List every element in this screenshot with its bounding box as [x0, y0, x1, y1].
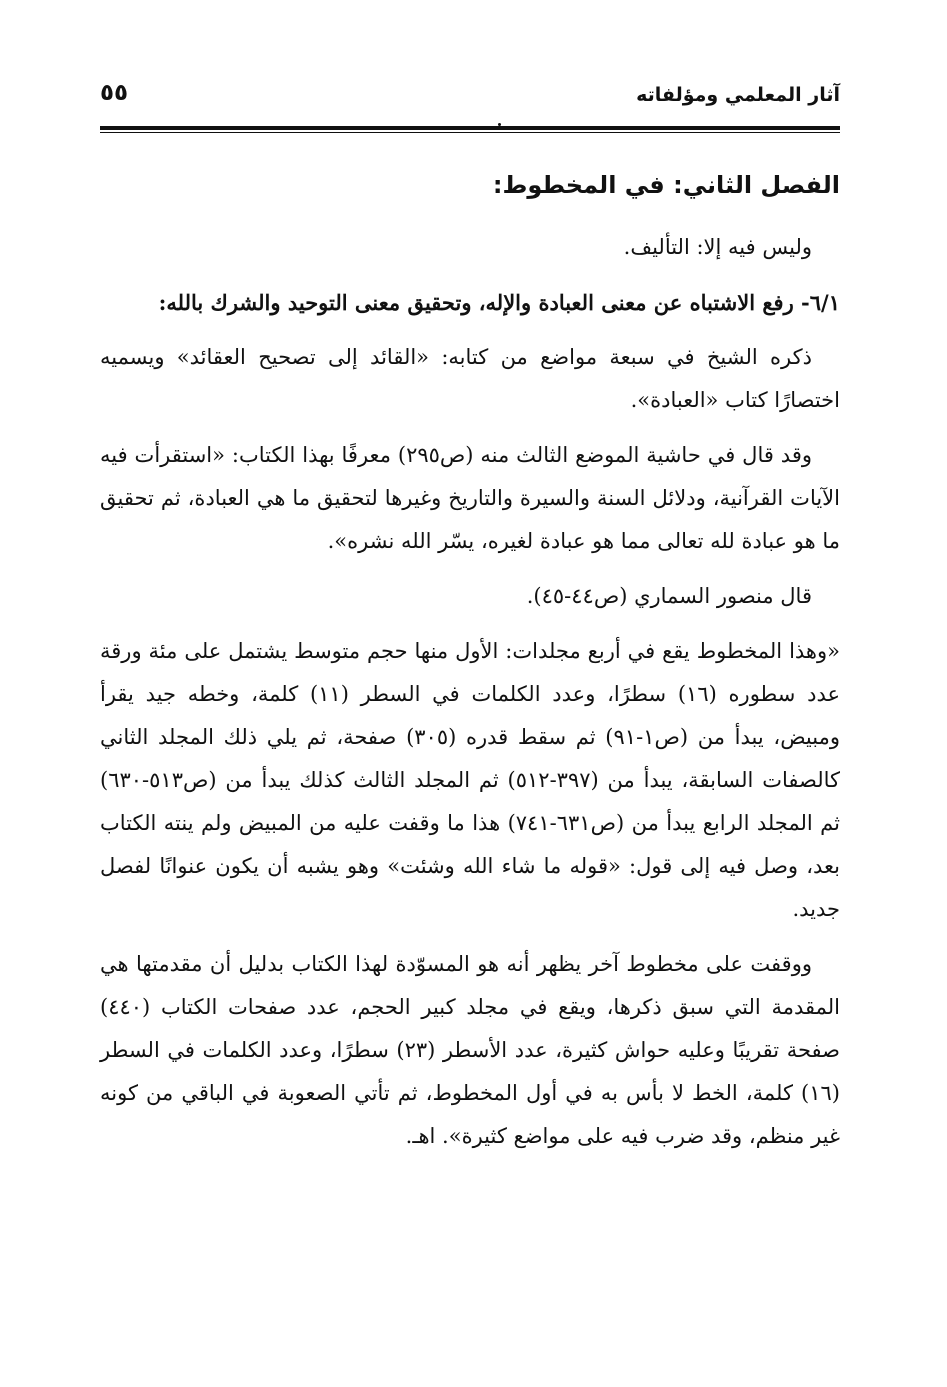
paragraph-contents-note: وليس فيه إلا: التأليف. [623, 235, 812, 259]
paragraph-manuscript-description: «وهذا المخطوط يقع في أربع مجلدات: الأول منها حجم متوسط يشتمل على مئة ورقة عدد سطوره (١٦) سطرًا، وعدد الكلمات في السطر (١١) كلمة، وخطه جيد يقرأ ومبيض، يبدأ من (ص١-٩١) ثم سقط قدره (٣٠٥) صفحة، ثم يلي ذلك المجلد الثاني كالصفات السابقة، يبدأ من (٣٩٧-٥١٢) ثم المجلد الثالث كذلك يبدأ من (ص٥١٣-٦٣٠) ثم المجلد الرابع يبدأ من (ص٦٣١-٧٤١) هذا ما وقفت عليه من المبيض ولم ينته الكتاب بعد، وصل فيه إلى قول: «قوله ما شاء الله وشئت» وهو يشبه أن يكون عنوانًا لفصل جديد. [100, 639, 841, 921]
running-header-title: آثار المعلمي ومؤلفاته [636, 84, 840, 106]
chapter-heading: الفصل الثاني: في المخطوط: [492, 171, 840, 199]
page-number: ٥٥ [100, 80, 129, 106]
page-body [100, 168, 840, 1158]
running-header [100, 70, 840, 130]
header-rule [100, 126, 840, 133]
paragraph-mention: ذكره الشيخ في سبعة مواضع من كتابه: «القائد إلى تصحيح العقائد» ويسميه اختصارًا كتاب «العبادة». [100, 345, 840, 412]
header-rule-mark [498, 123, 501, 126]
book-page [100, 70, 840, 1370]
paragraph-draft-description: ووقفت على مخطوط آخر يظهر أنه هو المسوّدة لهذا الكتاب بدليل أن مقدمتها هي المقدمة التي سبق ذكرها، ويقع في مجلد كبير الحجم، عدد صفحات الكتاب (٤٤٠) صفحة تقريبًا وعليه حواش كثيرة، عدد الأسطر (٢٣) سطرًا، وعدد الكلمات في السطر (١٦) كلمة، الخط لا بأس به في أول المخطوط، ثم تأتي الصعوبة في الباقي من كونه غير منظم، وقد ضرب فيه على مواضع كثيرة». اهـ. [100, 952, 840, 1148]
paragraph-citation: قال منصور السماري (ص٤٤-٤٥). [526, 584, 812, 608]
entry-title: ٦/١- رفع الاشتباه عن معنى العبادة والإله، وتحقيق معنى التوحيد والشرك بالله: [158, 290, 840, 315]
paragraph-author-note: وقد قال في حاشية الموضع الثالث منه (ص٢٩٥) معرفًا بهذا الكتاب: «استقرأت فيه الآيات القرآنية، ودلائل السنة والسيرة والتاريخ وغيرها لتحقيق ما هي العبادة، ثم تحقيق ما هو عبادة لله تعالى مما هو عبادة لغيره، يسّر الله نشره». [100, 443, 840, 553]
